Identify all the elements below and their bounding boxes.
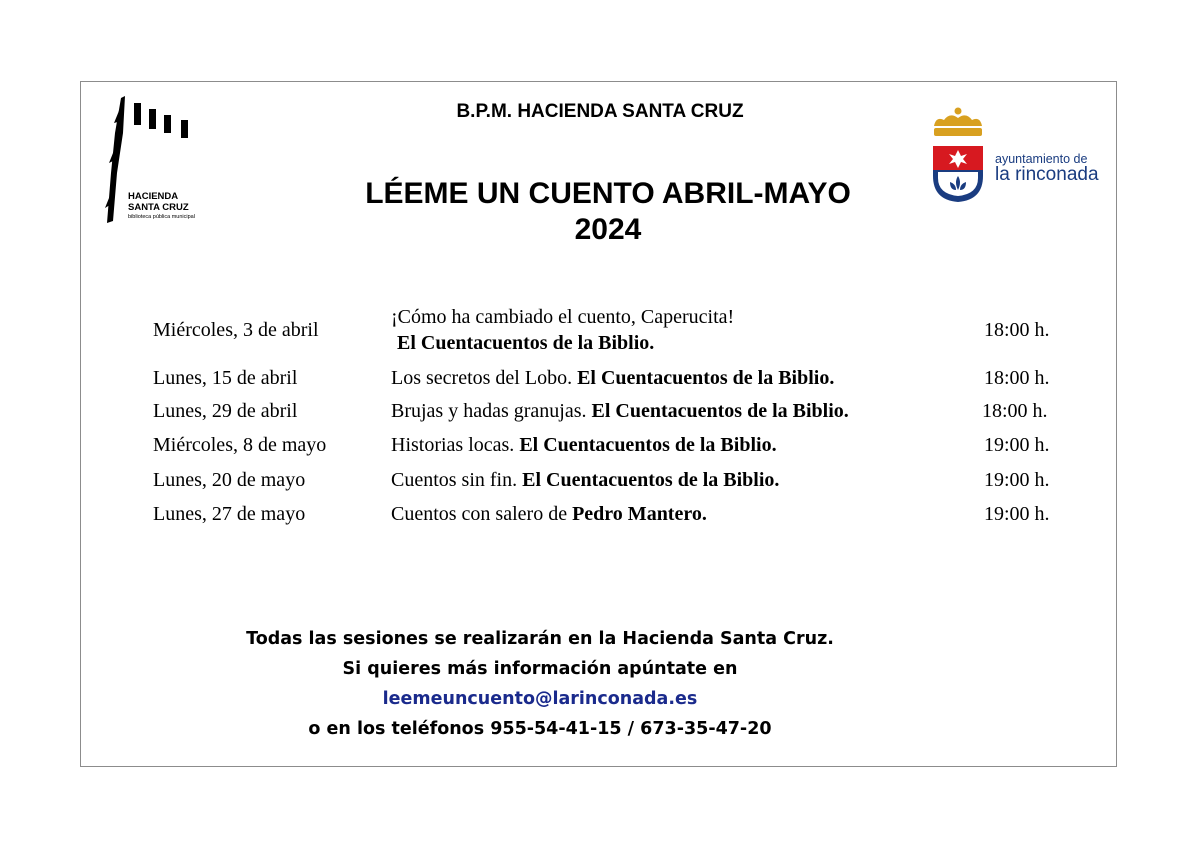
- row-description: [391, 400, 849, 423]
- row-description: [391, 503, 707, 526]
- library-logo-subtitle: biblioteca pública municipal: [128, 214, 195, 220]
- municipal-logo-line2: la rinconada: [995, 164, 1099, 185]
- title-line-2: 2024: [574, 213, 642, 246]
- row-date: Lunes, 15 de abril: [153, 367, 298, 389]
- row-title: Brujas y hadas granujas.: [391, 400, 587, 422]
- row-title: Cuentos con salero de: [391, 503, 568, 525]
- footer-phones: o en los teléfonos 955-54-41-15 / 673-35-47-20: [308, 719, 772, 739]
- title-line-1: LÉEME UN CUENTO ABRIL-MAYO: [365, 177, 851, 210]
- row-date: Lunes, 20 de mayo: [153, 469, 306, 491]
- library-logo-name: HACIENDA SANTA CRUZ: [128, 191, 189, 213]
- row-title: Los secretos del Lobo.: [391, 367, 573, 389]
- row-time: 19:00 h.: [984, 434, 1050, 456]
- row-title: Historias locas.: [391, 434, 515, 456]
- row-time: 19:00 h.: [984, 503, 1050, 525]
- row-performer: El Cuentacuentos de la Biblio.: [522, 469, 780, 491]
- email-link[interactable]: leemeuncuento@larinconada.es: [382, 689, 698, 709]
- footer-line-2: Si quieres más información apúntate en: [342, 659, 738, 679]
- footer-line-1: Todas las sesiones se realizarán en la Hacienda Santa Cruz.: [246, 629, 834, 649]
- row-time: 18:00 h.: [984, 367, 1050, 389]
- footer-info: [140, 624, 940, 744]
- organization-name: B.P.M. HACIENDA SANTA CRUZ: [456, 101, 744, 122]
- row-description: [391, 434, 777, 457]
- row-date: Miércoles, 8 de mayo: [153, 434, 327, 456]
- row-performer: El Cuentacuentos de la Biblio.: [397, 332, 655, 354]
- row-time: 18:00 h.: [984, 319, 1050, 341]
- row-date: Miércoles, 3 de abril: [153, 319, 319, 341]
- row-performer: El Cuentacuentos de la Biblio.: [591, 400, 849, 422]
- row-description: [391, 469, 779, 492]
- library-logo: [101, 93, 221, 228]
- row-performer: Pedro Mantero.: [572, 503, 707, 525]
- row-time: 18:00 h.: [982, 400, 1048, 422]
- row-title: ¡Cómo ha cambiado el cuento, Caperucita!: [391, 306, 735, 328]
- row-title: Cuentos sin fin.: [391, 469, 518, 491]
- municipal-crest-icon: [928, 104, 988, 204]
- municipal-logo-line1: ayuntamiento de: [995, 152, 1088, 166]
- row-description: [391, 367, 834, 390]
- row-date: Lunes, 27 de mayo: [153, 503, 306, 525]
- row-performer: El Cuentacuentos de la Biblio.: [519, 434, 777, 456]
- page-title: [258, 176, 958, 248]
- row-performer: El Cuentacuentos de la Biblio.: [577, 367, 835, 389]
- row-date: Lunes, 29 de abril: [153, 400, 298, 422]
- row-time: 19:00 h.: [984, 469, 1050, 491]
- municipal-logo: [928, 104, 1108, 204]
